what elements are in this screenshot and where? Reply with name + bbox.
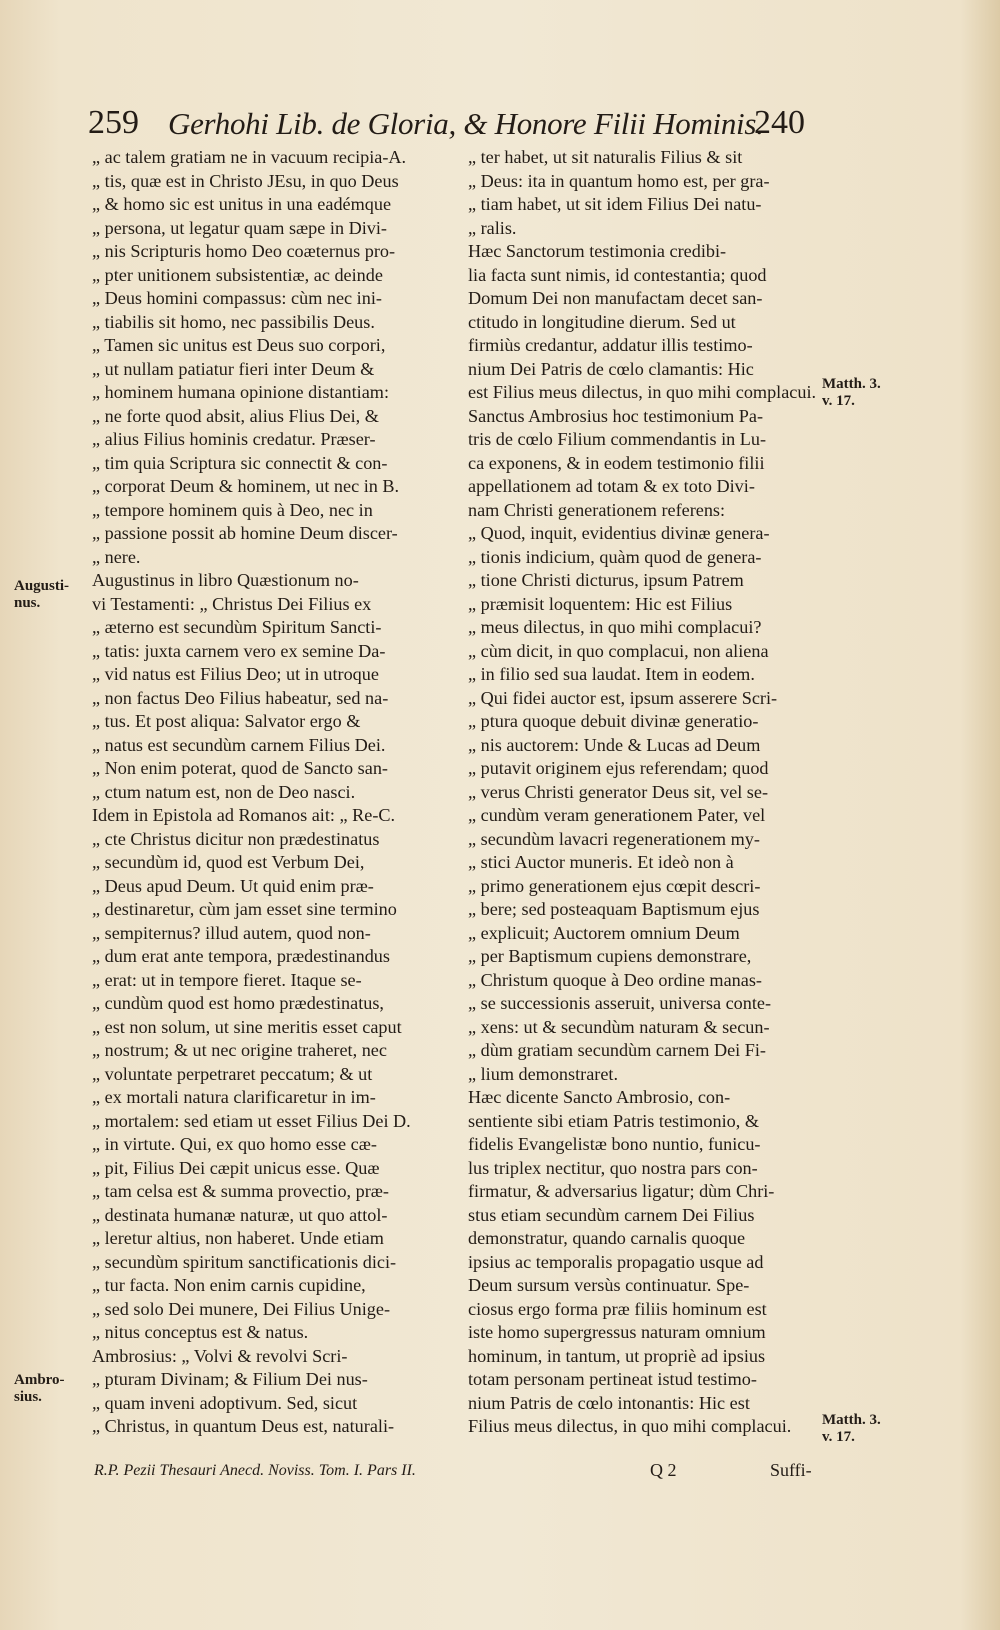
text-line: „ dùm gratiam secundùm carnem Dei Fi- bbox=[468, 1040, 766, 1060]
text-line: „ tam celsa est & summa provectio, præ- bbox=[92, 1181, 389, 1201]
text-line: „ passione possit ab homine Deum discer- bbox=[92, 523, 398, 543]
page-number-right: 240 bbox=[754, 104, 805, 141]
text-line: nam Christi generationem referens: bbox=[468, 499, 726, 520]
text-line: „ secundùm id, quod est Verbum Dei, bbox=[92, 852, 365, 872]
left-column bbox=[92, 146, 450, 1439]
text-line: „ tiabilis sit homo, nec passibilis Deus. bbox=[92, 311, 375, 332]
text-line: „ destinata humanæ naturæ, ut quo attol- bbox=[92, 1204, 388, 1225]
text-line: „ lium demonstraret. bbox=[468, 1063, 619, 1084]
text-line: „ præmisit loquentem: Hic est Filius bbox=[468, 593, 733, 614]
text-line: „ cundùm veram generationem Pater, vel bbox=[468, 805, 766, 825]
catchword: Suffi- bbox=[770, 1460, 812, 1480]
text-line: „ persona, ut legatur quam sæpe in Divi- bbox=[92, 217, 387, 238]
text-line: „ Christus, in quantum Deus est, naturali- bbox=[92, 1416, 395, 1436]
text-line: „ nitus conceptus est & natus. bbox=[92, 1322, 309, 1342]
text-line: „ bere; sed posteaquam Baptismum ejus bbox=[468, 899, 760, 919]
text-line: „ corporat Deum & hominem, ut nec in B. bbox=[92, 476, 400, 496]
text-line: totam personam pertineat istud testimo- bbox=[468, 1369, 757, 1389]
text-line: „ quam inveni adoptivum. Sed, sicut bbox=[92, 1392, 358, 1413]
text-line: Filius meus dilectus, in quo mihi complacui. bbox=[468, 1416, 792, 1436]
text-line: lia facta sunt nimis, id contestantia; quod bbox=[468, 264, 767, 285]
text-line: nium Dei Patris de cœlo clamantis: Hic bbox=[468, 358, 754, 379]
text-line: „ hominem humana opinione distantiam: bbox=[92, 382, 390, 402]
text-line: „ natus est secundùm carnem Filius Dei. bbox=[92, 734, 386, 755]
text-line: firmiùs credantur, addatur illis testimo- bbox=[468, 335, 753, 355]
text-line: Idem in Epistola ad Romanos ait: „ Re-C. bbox=[92, 805, 396, 825]
text-line: „ ac talem gratiam ne in vacuum recipia-A. bbox=[92, 147, 407, 167]
text-line: „ ex mortali natura clarificaretur in im- bbox=[92, 1087, 376, 1107]
text-line: „ destinaretur, cùm jam esset sine termino bbox=[92, 899, 397, 919]
text-line: „ Christum quoque à Deo ordine manas- bbox=[468, 969, 762, 990]
text-line: „ in filio sed sua laudat. Item in eodem. bbox=[468, 664, 755, 684]
text-line: „ secundùm lavacri regenerationem my- bbox=[468, 828, 760, 849]
text-line: „ tatis: juxta carnem vero ex semine Da- bbox=[92, 640, 386, 661]
running-title: Gerhohi Lib. de Gloria, & Honore Filii Hominis. bbox=[168, 106, 764, 141]
text-line: „ cte Christus dicitur non prædestinatus bbox=[92, 828, 380, 849]
text-line: „ tur facta. Non enim carnis cupidine, bbox=[92, 1275, 366, 1295]
text-line: „ Non enim poterat, quod de Sancto san- bbox=[92, 758, 388, 778]
text-line: „ explicuit; Auctorem omnium Deum bbox=[468, 922, 740, 943]
text-line: „ tus. Et post aliqua: Salvator ergo & bbox=[92, 711, 361, 731]
page-header bbox=[80, 98, 820, 144]
text-line: „ ut nullam patiatur fieri inter Deum & bbox=[92, 358, 375, 379]
text-line: „ nere. bbox=[92, 546, 141, 567]
text-line: demonstratur, quando carnalis quoque bbox=[468, 1228, 746, 1248]
text-line: „ leretur altius, non haberet. Unde etiam bbox=[92, 1228, 384, 1248]
text-line: hominum, in tantum, ut propriè ad ipsius bbox=[468, 1345, 766, 1366]
text-line: „ ter habet, ut sit naturalis Filius & sit bbox=[468, 147, 743, 167]
text-line: vi Testamenti: „ Christus Dei Filius ex bbox=[92, 593, 372, 614]
signature-mark: Q 2 bbox=[650, 1460, 677, 1480]
text-line: „ erat: ut in tempore fieret. Itaque se- bbox=[92, 969, 362, 990]
text-line: „ voluntate perpetraret peccatum; & ut bbox=[92, 1063, 373, 1084]
text-line: „ tionis indicium, quàm quod de genera- bbox=[468, 546, 762, 567]
margin-note-matthew-top: Matth. 3. v. 17. bbox=[822, 376, 881, 409]
text-line: „ tis, quæ est in Christo JEsu, in quo Deus bbox=[92, 170, 399, 191]
text-line: appellationem ad totam & ex toto Divi- bbox=[468, 476, 755, 496]
text-line: „ Deus apud Deum. Ut quid enim præ- bbox=[92, 875, 374, 896]
text-line: „ in virtute. Qui, ex quo homo esse cæ- bbox=[92, 1134, 377, 1154]
text-line: „ ne forte quod absit, alius Flius Dei, & bbox=[92, 405, 379, 426]
text-line: „ Quod, inquit, evidentius divinæ genera- bbox=[468, 523, 770, 543]
text-line: ciosus ergo forma præ filiis hominum est bbox=[468, 1298, 767, 1319]
text-line: „ sempiternus? illud autem, quod non- bbox=[92, 922, 371, 943]
text-line: „ nis auctorem: Unde & Lucas ad Deum bbox=[468, 734, 761, 755]
text-line: „ primo generationem ejus cœpit descri- bbox=[468, 875, 761, 896]
text-line: „ Deus: ita in quantum homo est, per gra- bbox=[468, 170, 770, 191]
text-line: ca exponens, & in eodem testimonio filii bbox=[468, 452, 765, 473]
text-line: „ per Baptismum cupiens demonstrare, bbox=[468, 946, 752, 966]
text-line: sentiente sibi etiam Patris testimonio, & bbox=[468, 1110, 759, 1131]
text-line: lus triplex nectitur, quo nostra pars con- bbox=[468, 1157, 758, 1178]
text-line: „ cundùm quod est homo prædestinatus, bbox=[92, 993, 384, 1013]
text-line: est Filius meus dilectus, in quo mihi complacui. bbox=[468, 382, 817, 402]
text-line: „ non factus Deo Filius habeatur, sed na- bbox=[92, 687, 389, 708]
text-line: Domum Dei non manufactam decet san- bbox=[468, 288, 763, 308]
text-line: „ pturam Divinam; & Filium Dei nus- bbox=[92, 1369, 368, 1389]
text-line: „ meus dilectus, in quo mihi complacui? bbox=[468, 617, 762, 637]
page-number-left: 259 bbox=[88, 104, 139, 141]
text-line: Sanctus Ambrosius hoc testimonium Pa- bbox=[468, 405, 764, 426]
text-line: „ dum erat ante tempora, prædestinandus bbox=[92, 946, 390, 966]
text-line: Augustinus in libro Quæstionum no- bbox=[92, 570, 359, 590]
text-line: „ mortalem: sed etiam ut esset Filius Dei D. bbox=[92, 1110, 411, 1131]
text-line: „ tiam habet, ut sit idem Filius Dei natu- bbox=[468, 194, 762, 214]
text-line: Ambrosius: „ Volvi & revolvi Scri- bbox=[92, 1345, 348, 1366]
margin-note-matthew-bottom: Matth. 3. v. 17. bbox=[822, 1412, 881, 1445]
text-line: „ stici Auctor muneris. Et ideò non à bbox=[468, 852, 734, 872]
text-line: „ nis Scripturis homo Deo coæternus pro- bbox=[92, 241, 396, 261]
text-line: „ putavit originem ejus referendam; quod bbox=[468, 758, 769, 778]
text-line: „ & homo sic est unitus in una eadémque bbox=[92, 194, 392, 214]
text-line: „ secundùm spiritum sanctificationis dici- bbox=[92, 1251, 397, 1272]
text-line: „ Tamen sic unitus est Deus suo corpori, bbox=[92, 335, 386, 355]
text-line: „ verus Christi generator Deus sit, vel se- bbox=[468, 781, 769, 802]
margin-note-augustinus: Augusti- nus. bbox=[14, 578, 70, 611]
text-line: firmatur, & adversarius ligatur; dùm Chri- bbox=[468, 1181, 775, 1201]
text-line: „ ctum natum est, non de Deo nasci. bbox=[92, 781, 356, 802]
text-line: nium Patris de cœlo intonantis: Hic est bbox=[468, 1392, 750, 1413]
text-line: „ tim quia Scriptura sic connectit & con- bbox=[92, 452, 388, 473]
text-line: „ vid natus est Filius Deo; ut in utroque bbox=[92, 664, 379, 684]
text-line: „ pter unitionem subsistentiæ, ac deinde bbox=[92, 264, 383, 285]
text-line: „ ralis. bbox=[468, 217, 517, 238]
right-column bbox=[468, 146, 820, 1439]
text-line: Hæc dicente Sancto Ambrosio, con- bbox=[468, 1087, 731, 1107]
margin-note-ambrosius: Ambro- sius. bbox=[14, 1372, 65, 1405]
text-line: fidelis Evangelistæ bono nuntio, funicu- bbox=[468, 1134, 761, 1154]
text-line: „ alius Filius hominis credatur. Præser- bbox=[92, 429, 376, 449]
text-line: Deum sursum versùs continuatur. Spe- bbox=[468, 1275, 750, 1295]
text-line: „ xens: ut & secundùm naturam & secun- bbox=[468, 1016, 770, 1037]
text-line: „ se successionis asseruit, universa conte- bbox=[468, 993, 772, 1013]
text-line: „ cùm dicit, in quo complacui, non aliena bbox=[468, 640, 769, 661]
text-line: „ sed solo Dei munere, Dei Filius Unige- bbox=[92, 1298, 391, 1319]
signature-note: R.P. Pezii Thesauri Anecd. Noviss. Tom. I. Pars II. bbox=[94, 1462, 416, 1479]
text-line: „ Deus homini compassus: cùm nec ini- bbox=[92, 288, 382, 308]
text-line: ipsius ac temporalis propagatio usque ad bbox=[468, 1251, 764, 1272]
text-line: iste homo supergressus naturam omnium bbox=[468, 1322, 766, 1342]
text-line: „ est non solum, ut sine meritis esset caput bbox=[92, 1016, 402, 1037]
text-line: „ æterno est secundùm Spiritum Sancti- bbox=[92, 617, 382, 637]
text-line: „ Qui fidei auctor est, ipsum asserere Scri- bbox=[468, 687, 778, 708]
text-line: „ pit, Filius Dei cæpit unicus esse. Quæ bbox=[92, 1157, 380, 1178]
text-line: „ nostrum; & ut nec origine traheret, nec bbox=[92, 1040, 387, 1060]
text-line: ctitudo in longitudine dierum. Sed ut bbox=[468, 311, 736, 332]
text-line: Hæc Sanctorum testimonia credibi- bbox=[468, 241, 727, 261]
text-line: „ tempore hominem quis à Deo, nec in bbox=[92, 499, 373, 520]
text-line: „ ptura quoque debuit divinæ generatio- bbox=[468, 711, 759, 731]
text-line: „ tione Christi dicturus, ipsum Patrem bbox=[468, 570, 744, 590]
text-line: stus etiam secundùm carnem Dei Filius bbox=[468, 1204, 755, 1225]
text-line: tris de cœlo Filium commendantis in Lu- bbox=[468, 429, 767, 449]
